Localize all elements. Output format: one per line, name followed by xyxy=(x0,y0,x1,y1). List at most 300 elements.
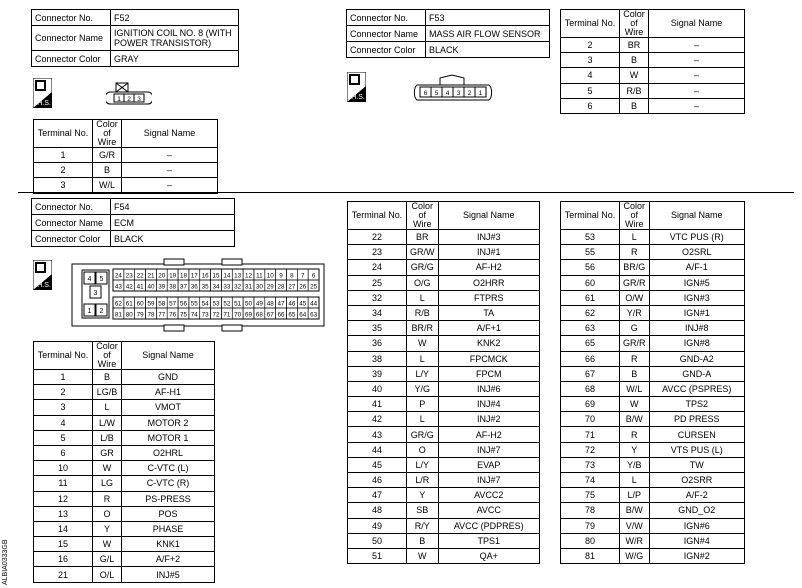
signal-name-cell: VMOT xyxy=(122,400,215,415)
wire-color-cell: L/R xyxy=(407,473,439,488)
col-signal-name: Signal Name xyxy=(122,342,215,370)
pin-label: 12 xyxy=(245,272,253,280)
wire-color-cell: R xyxy=(620,427,650,442)
pin-label: 9 xyxy=(279,272,283,280)
col-terminal-no: Terminal No. xyxy=(34,120,93,148)
signal-name-cell: O2SRL xyxy=(649,245,745,260)
f53-info-table xyxy=(346,9,550,58)
wire-color-cell: L/Y xyxy=(407,457,439,472)
pin-label: 2 xyxy=(467,90,472,97)
signal-name-cell: A/F+2 xyxy=(122,552,215,567)
table-row xyxy=(348,473,540,488)
table-row xyxy=(348,351,540,366)
signal-name-cell: AVCC (PSPRES) xyxy=(649,381,745,396)
terminal-no-cell: 2 xyxy=(34,163,93,178)
wire-color-cell: SB xyxy=(407,503,439,518)
hs-label: H.S. xyxy=(37,100,51,107)
table-row xyxy=(34,491,215,506)
pin-label: 43 xyxy=(114,283,122,291)
table-row xyxy=(561,68,745,83)
pin-label: 80 xyxy=(125,311,133,319)
pin-label: 46 xyxy=(288,300,296,308)
signal-name-cell: INJ#6 xyxy=(438,381,540,396)
terminal-no-cell: 75 xyxy=(561,488,620,503)
pin-label: 61 xyxy=(125,300,133,308)
signal-name-cell: AF-H2 xyxy=(438,427,540,442)
pin-label: 67 xyxy=(266,311,274,319)
pin-label: 2 xyxy=(127,96,131,103)
wire-color-cell: W xyxy=(407,548,439,563)
pin-label: 63 xyxy=(310,311,318,319)
terminal-no-cell: 44 xyxy=(348,442,407,457)
pin-label: 7 xyxy=(300,272,305,280)
pin-label: 72 xyxy=(212,311,220,319)
wire-color-cell: W xyxy=(620,68,649,83)
wire-color-cell: B xyxy=(93,163,122,178)
col-wire-color: Color of Wire xyxy=(620,10,649,38)
table-row xyxy=(34,567,215,582)
wire-color-cell: L/W xyxy=(93,415,122,430)
table-row xyxy=(348,427,540,442)
table-row xyxy=(34,445,215,460)
pin-label: 60 xyxy=(136,300,144,308)
terminal-no-cell: 5 xyxy=(561,83,620,98)
terminal-no-cell: 12 xyxy=(34,491,93,506)
pin-label: 29 xyxy=(266,283,274,291)
signal-name-cell: AF-H1 xyxy=(122,385,215,400)
terminal-no-cell: 16 xyxy=(34,552,93,567)
col-terminal-no: Terminal No. xyxy=(561,10,620,38)
signal-name-cell: INJ#4 xyxy=(438,397,540,412)
table-row xyxy=(561,442,745,457)
terminal-no-cell: 73 xyxy=(561,457,620,472)
table-row xyxy=(561,336,745,351)
terminal-no-cell: 35 xyxy=(348,321,407,336)
pin-label: 58 xyxy=(158,300,166,308)
f52-terminal-table xyxy=(33,119,218,194)
pin-label: 81 xyxy=(114,311,122,319)
col-terminal-no: Terminal No. xyxy=(348,202,407,230)
table-row xyxy=(348,381,540,396)
col-terminal-no: Terminal No. xyxy=(34,342,93,370)
table-row xyxy=(348,548,540,563)
table-row xyxy=(561,488,745,503)
wire-color-cell: V/W xyxy=(620,518,650,533)
signal-name-cell: IGN#6 xyxy=(649,518,745,533)
f54-terminal-table-1 xyxy=(33,341,215,583)
info-value: F52 xyxy=(111,10,239,26)
pin-label: 48 xyxy=(266,300,274,308)
col-terminal-no: Terminal No. xyxy=(561,202,620,230)
terminal-no-cell: 14 xyxy=(34,521,93,536)
pin-label: 79 xyxy=(136,311,144,319)
terminal-no-cell: 41 xyxy=(348,397,407,412)
wire-color-cell: LG xyxy=(93,476,122,491)
table-row xyxy=(348,305,540,320)
terminal-no-cell: 46 xyxy=(348,473,407,488)
terminal-no-cell: 81 xyxy=(561,548,620,563)
signal-name-cell: IGN#4 xyxy=(649,533,745,548)
terminal-no-cell: 5 xyxy=(34,430,93,445)
pin-label: 47 xyxy=(277,300,285,308)
table-row xyxy=(561,518,745,533)
table-row xyxy=(348,503,540,518)
info-label: Connector No. xyxy=(347,10,426,26)
terminal-no-cell: 68 xyxy=(561,381,620,396)
wire-color-cell: W xyxy=(407,336,439,351)
pin-label: 27 xyxy=(288,283,296,291)
pin-label: 1 xyxy=(478,90,483,97)
terminal-no-cell: 2 xyxy=(34,385,93,400)
wire-color-cell: G xyxy=(620,321,650,336)
signal-name-cell: O2SRR xyxy=(649,473,745,488)
signal-name-cell: – xyxy=(122,163,218,178)
terminal-no-cell: 69 xyxy=(561,397,620,412)
terminal-no-cell: 80 xyxy=(561,533,620,548)
wire-color-cell: O/L xyxy=(93,567,122,582)
table-row xyxy=(348,321,540,336)
f54-info-table xyxy=(31,198,235,247)
terminal-no-cell: 79 xyxy=(561,518,620,533)
table-row xyxy=(348,412,540,427)
table-row xyxy=(348,457,540,472)
signal-name-cell: KNK2 xyxy=(438,336,540,351)
hs-icon xyxy=(33,78,52,108)
pin-label: 30 xyxy=(255,283,263,291)
table-row xyxy=(561,412,745,427)
table-row xyxy=(348,290,540,305)
wire-color-cell: G/R xyxy=(93,148,122,163)
wire-color-cell: O xyxy=(93,506,122,521)
terminal-no-cell: 55 xyxy=(561,245,620,260)
pin-label: 4 xyxy=(445,90,450,97)
signal-name-cell: GND_O2 xyxy=(649,503,745,518)
terminal-no-cell: 1 xyxy=(34,370,93,385)
signal-name-cell: INJ#1 xyxy=(438,245,540,260)
signal-name-cell: A/F+1 xyxy=(438,321,540,336)
table-row xyxy=(34,552,215,567)
signal-name-cell: AVCC xyxy=(438,503,540,518)
signal-name-cell: INJ#7 xyxy=(438,442,540,457)
signal-name-cell: A/F-1 xyxy=(649,260,745,275)
pin-label: 37 xyxy=(179,283,187,291)
wire-color-cell: B xyxy=(620,366,650,381)
table-row xyxy=(34,506,215,521)
wire-color-cell: Y/B xyxy=(620,457,650,472)
f53-terminal-table xyxy=(560,9,745,114)
signal-name-cell: CURSEN xyxy=(649,427,745,442)
signal-name-cell: PHASE xyxy=(122,521,215,536)
table-row xyxy=(34,163,218,178)
wire-color-cell: L/B xyxy=(93,430,122,445)
wire-color-cell: O/W xyxy=(620,290,650,305)
col-wire-color: Color of Wire xyxy=(93,120,122,148)
signal-name-cell: TPS2 xyxy=(649,397,745,412)
wire-color-cell: L xyxy=(407,412,439,427)
pin-label: 64 xyxy=(299,311,307,319)
wire-color-cell: L xyxy=(620,230,650,245)
wire-color-cell: O/G xyxy=(407,275,439,290)
f54-connector-diagram xyxy=(70,258,326,334)
terminal-no-cell: 71 xyxy=(561,427,620,442)
col-wire-color: Color of Wire xyxy=(93,342,122,370)
wire-color-cell: GR/W xyxy=(407,245,439,260)
terminal-no-cell: 2 xyxy=(561,38,620,53)
info-label: Connector Color xyxy=(347,42,426,58)
wire-color-cell: L xyxy=(93,400,122,415)
terminal-no-cell: 72 xyxy=(561,442,620,457)
table-row xyxy=(34,476,215,491)
pin-label: 8 xyxy=(290,272,294,280)
pin-label: 45 xyxy=(299,300,307,308)
wire-color-cell: BR xyxy=(620,38,649,53)
info-label: Connector Color xyxy=(32,231,111,247)
info-value: F53 xyxy=(426,10,550,26)
table-row xyxy=(561,397,745,412)
pin-label: 59 xyxy=(147,300,155,308)
table-row xyxy=(34,178,218,193)
pin-label: 51 xyxy=(234,300,242,308)
signal-name-cell: POS xyxy=(122,506,215,521)
pin-label: 39 xyxy=(158,283,166,291)
pin-label: 50 xyxy=(245,300,253,308)
info-label: Connector No. xyxy=(32,10,111,26)
table-row xyxy=(561,457,745,472)
signal-name-cell: INJ#5 xyxy=(122,567,215,582)
terminal-no-cell: 21 xyxy=(34,567,93,582)
wire-color-cell: G/L xyxy=(93,552,122,567)
col-wire-color: Color of Wire xyxy=(407,202,439,230)
wire-color-cell: B xyxy=(620,98,649,113)
wire-color-cell: W xyxy=(620,397,650,412)
section-divider xyxy=(18,192,794,193)
pin-label: 19 xyxy=(169,272,177,280)
f52-connector-diagram xyxy=(106,82,152,110)
wire-color-cell: GR/G xyxy=(407,427,439,442)
wire-color-cell: B xyxy=(407,533,439,548)
f52-info-table xyxy=(31,9,239,67)
hs-icon xyxy=(347,72,366,102)
terminal-no-cell: 11 xyxy=(34,476,93,491)
pin-label: 28 xyxy=(277,283,285,291)
hs-label: H.S. xyxy=(37,282,51,289)
info-value: BLACK xyxy=(111,231,235,247)
table-row xyxy=(34,521,215,536)
table-row xyxy=(348,366,540,381)
table-row xyxy=(561,381,745,396)
wire-color-cell: L/P xyxy=(620,488,650,503)
wire-color-cell: BR/G xyxy=(620,260,650,275)
terminal-no-cell: 1 xyxy=(34,148,93,163)
signal-name-cell: MOTOR 1 xyxy=(122,430,215,445)
signal-name-cell: IGN#3 xyxy=(649,290,745,305)
table-row xyxy=(561,230,745,245)
pin-label: 6 xyxy=(311,272,316,280)
signal-name-cell: GND xyxy=(122,370,215,385)
table-row xyxy=(561,260,745,275)
col-signal-name: Signal Name xyxy=(122,120,218,148)
pin-label: 5 xyxy=(434,90,439,97)
wire-color-cell: GR/R xyxy=(620,275,650,290)
terminal-no-cell: 65 xyxy=(561,336,620,351)
table-row xyxy=(348,260,540,275)
pin-label: 34 xyxy=(212,283,220,291)
terminal-no-cell: 48 xyxy=(348,503,407,518)
pin-label: 22 xyxy=(136,272,144,280)
signal-name-cell: C-VTC (R) xyxy=(122,476,215,491)
pin-label: 31 xyxy=(245,283,253,291)
wire-color-cell: W xyxy=(93,537,122,552)
terminal-no-cell: 25 xyxy=(348,275,407,290)
wire-color-cell: Y xyxy=(407,488,439,503)
pin-label: 33 xyxy=(223,283,231,291)
pin-label: 25 xyxy=(310,283,318,291)
wire-color-cell: R xyxy=(93,491,122,506)
wire-color-cell: BR/R xyxy=(407,321,439,336)
wire-color-cell: L xyxy=(407,290,439,305)
pin-label: 42 xyxy=(125,283,133,291)
terminal-no-cell: 4 xyxy=(34,415,93,430)
table-row xyxy=(34,370,215,385)
wire-color-cell: W/L xyxy=(93,178,122,193)
pin-label: 1 xyxy=(117,96,121,103)
table-row xyxy=(34,461,215,476)
pin-label: 65 xyxy=(288,311,296,319)
table-row xyxy=(34,385,215,400)
info-label: Connector No. xyxy=(32,199,111,215)
signal-name-cell: – xyxy=(649,53,745,68)
terminal-no-cell: 13 xyxy=(34,506,93,521)
terminal-no-cell: 32 xyxy=(348,290,407,305)
terminal-no-cell: 78 xyxy=(561,503,620,518)
signal-name-cell: – xyxy=(649,98,745,113)
signal-name-cell: – xyxy=(649,68,745,83)
signal-name-cell: KNK1 xyxy=(122,537,215,552)
wire-color-cell: B/W xyxy=(620,412,650,427)
table-row xyxy=(348,275,540,290)
pin-label: 15 xyxy=(212,272,220,280)
wire-color-cell: B/W xyxy=(620,503,650,518)
terminal-no-cell: 74 xyxy=(561,473,620,488)
table-row xyxy=(348,397,540,412)
wire-color-cell: W/L xyxy=(620,381,650,396)
pin-label: 4 xyxy=(87,276,92,283)
col-wire-color: Color of Wire xyxy=(620,202,650,230)
table-row xyxy=(561,366,745,381)
terminal-no-cell: 40 xyxy=(348,381,407,396)
terminal-no-cell: 43 xyxy=(348,427,407,442)
terminal-no-cell: 67 xyxy=(561,366,620,381)
pin-label: 74 xyxy=(190,311,198,319)
table-row xyxy=(348,245,540,260)
pin-label: 66 xyxy=(277,311,285,319)
terminal-no-cell: 24 xyxy=(348,260,407,275)
info-value: F54 xyxy=(111,199,235,215)
table-row xyxy=(561,305,745,320)
signal-name-cell: INJ#7 xyxy=(438,473,540,488)
pin-label: 3 xyxy=(93,290,98,297)
signal-name-cell: – xyxy=(122,148,218,163)
wire-color-cell: R xyxy=(620,245,650,260)
pin-label: 2 xyxy=(99,308,104,315)
pin-label: 49 xyxy=(255,300,263,308)
signal-name-cell: VTC PUS (R) xyxy=(649,230,745,245)
terminal-no-cell: 10 xyxy=(34,461,93,476)
signal-name-cell: – xyxy=(649,38,745,53)
pin-label: 70 xyxy=(234,311,242,319)
table-row xyxy=(348,230,540,245)
signal-name-cell: VTS PUS (L) xyxy=(649,442,745,457)
wire-color-cell: P xyxy=(407,397,439,412)
table-row xyxy=(561,275,745,290)
info-value: IGNITION COIL NO. 8 (WITH POWER TRANSISTOR) xyxy=(111,26,239,51)
terminal-no-cell: 61 xyxy=(561,290,620,305)
table-row xyxy=(561,245,745,260)
pin-label: 78 xyxy=(147,311,155,319)
signal-name-cell: O2HRL xyxy=(122,445,215,460)
info-value: GRAY xyxy=(111,51,239,67)
signal-name-cell: QA+ xyxy=(438,548,540,563)
wire-color-cell: W/G xyxy=(620,548,650,563)
signal-name-cell: AF-H2 xyxy=(438,260,540,275)
table-row xyxy=(348,336,540,351)
hs-icon xyxy=(33,260,52,290)
signal-name-cell: – xyxy=(122,178,218,193)
table-row xyxy=(561,321,745,336)
pin-label: 52 xyxy=(223,300,231,308)
terminal-no-cell: 23 xyxy=(348,245,407,260)
table-row xyxy=(561,98,745,113)
pin-label: 55 xyxy=(190,300,198,308)
pin-label: 56 xyxy=(179,300,187,308)
wire-color-cell: GR/R xyxy=(620,336,650,351)
terminal-no-cell: 56 xyxy=(561,260,620,275)
table-row xyxy=(561,290,745,305)
terminal-no-cell: 45 xyxy=(348,457,407,472)
terminal-no-cell: 6 xyxy=(34,445,93,460)
pin-label: 69 xyxy=(245,311,253,319)
signal-name-cell: A/F-2 xyxy=(649,488,745,503)
table-row xyxy=(561,38,745,53)
signal-name-cell: AVCC (PDPRES) xyxy=(438,518,540,533)
wire-color-cell: Y/G xyxy=(407,381,439,396)
signal-name-cell: – xyxy=(649,83,745,98)
f54-terminal-table-2 xyxy=(347,201,540,564)
pin-label: 20 xyxy=(158,272,166,280)
wire-color-cell: LG/B xyxy=(93,385,122,400)
signal-name-cell: PD PRESS xyxy=(649,412,745,427)
terminal-no-cell: 60 xyxy=(561,275,620,290)
wire-color-cell: GR xyxy=(93,445,122,460)
terminal-no-cell: 50 xyxy=(348,533,407,548)
pin-label: 18 xyxy=(179,272,187,280)
pin-label: 76 xyxy=(169,311,177,319)
terminal-no-cell: 3 xyxy=(561,53,620,68)
f53-connector-diagram xyxy=(412,74,494,104)
info-label: Connector Name xyxy=(32,26,111,51)
pin-label: 26 xyxy=(299,283,307,291)
signal-name-cell: PS-PRESS xyxy=(122,491,215,506)
pin-label: 6 xyxy=(423,90,428,97)
info-value: ECM xyxy=(111,215,235,231)
wire-color-cell: Y/R xyxy=(620,305,650,320)
info-label: Connector Name xyxy=(347,26,426,42)
terminal-no-cell: 47 xyxy=(348,488,407,503)
terminal-no-cell: 38 xyxy=(348,351,407,366)
pin-label: 36 xyxy=(190,283,198,291)
signal-name-cell: FPCM xyxy=(438,366,540,381)
signal-name-cell: GND-A xyxy=(649,366,745,381)
